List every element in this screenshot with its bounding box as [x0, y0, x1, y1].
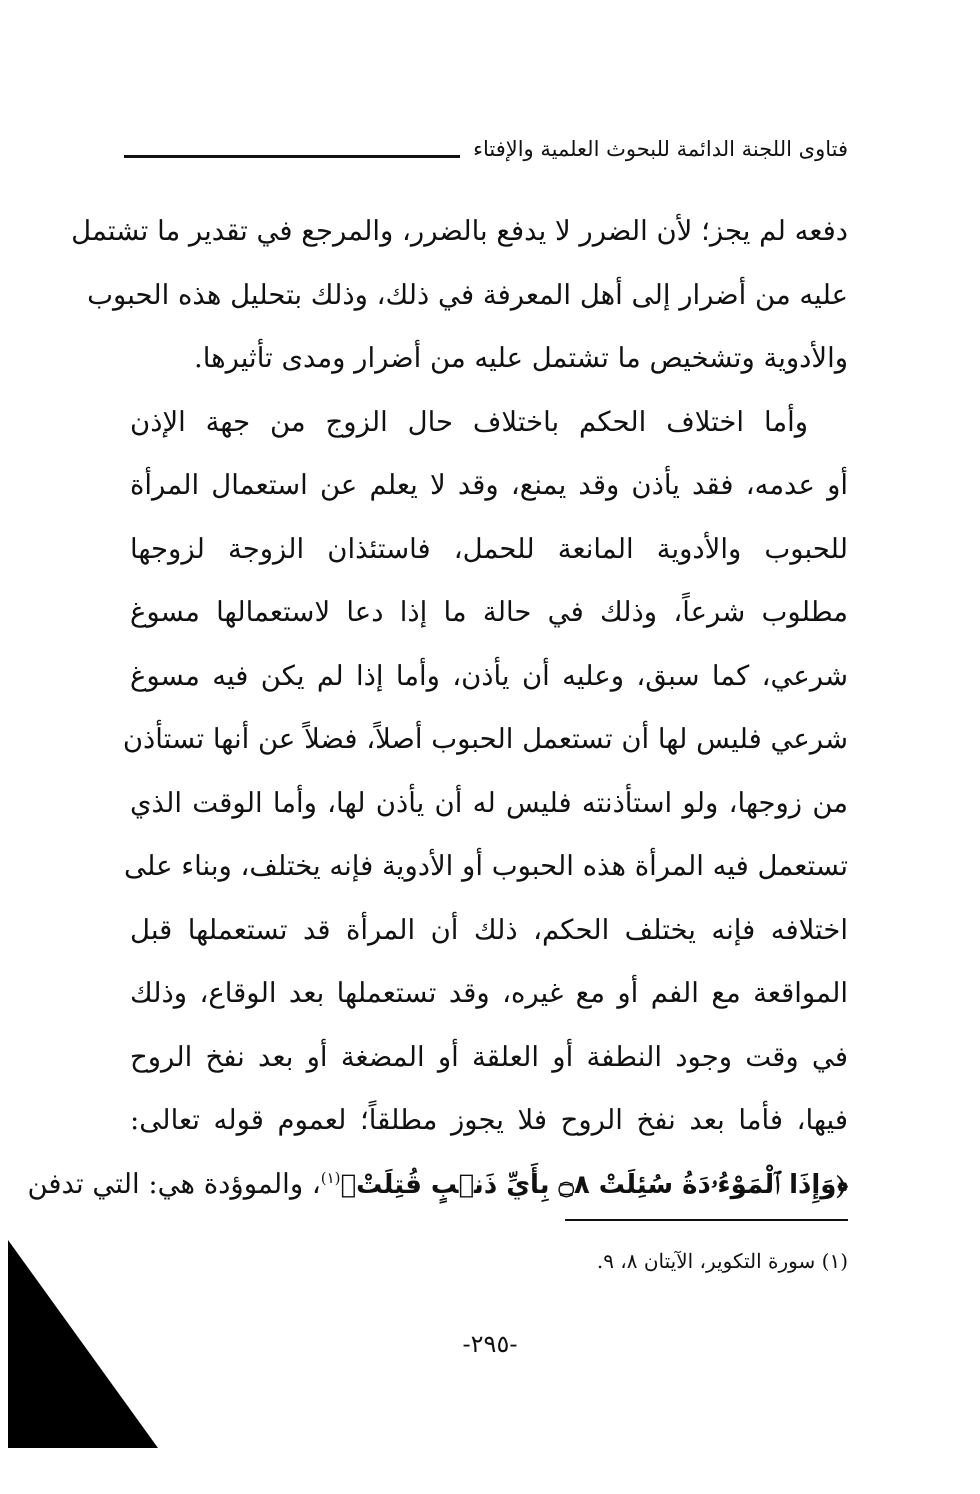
verse-continuation: ، والموؤدة هي: التي تدفن [27, 1167, 321, 1200]
text-line: للحبوب والأدوية المانعة للحمل، فاستئذان الزوجة لزوجها [130, 532, 848, 565]
text-line: من زوجها، ولو استأذنته فليس له أن يأذن لها، وأما الوقت الذي [130, 786, 848, 819]
text-line: شرعي، كما سبق، وعليه أن يأذن، وأما إذا لم يكن فيه مسوغ [130, 659, 848, 692]
running-header [124, 132, 848, 166]
header-title: فتاوى اللجنة الدائمة للبحوث العلمية والإفتاء [473, 137, 848, 161]
text-line: وأما اختلاف الحكم باختلاف حال الزوج من جهة الإذن [130, 405, 808, 438]
page-number: -٢٩٥- [462, 1330, 518, 1358]
text-line: شرعي فليس لها أن تستعمل الحبوب أصلاً، فضلاً عن أنها تستأذن [122, 723, 848, 755]
footnote-rule [565, 1219, 848, 1221]
text-line: عليه من أضرار إلى أهل المعرفة في ذلك، وذلك بتحليل هذه الحبوب [87, 278, 848, 311]
black-triangle-shape [0, 1240, 160, 1450]
text-line: المواقعة مع الفم أو مع غيره، وقد تستعملها بعد الوقاع، وذلك [130, 977, 848, 1009]
text-line: تستعمل فيه المرأة هذه الحبوب أو الأدوية فإنه يختلف، وبناء على [124, 850, 848, 882]
header-rule [124, 155, 460, 158]
footnote-marker: (١) [320, 1168, 341, 1187]
text-line: أو عدمه، فقد يأذن وقد يمنع، وقد لا يعلم عن استعمال المرأة [130, 469, 848, 501]
text-line: دفعه لم يجز؛ لأن الضرر لا يدفع بالضرر، والمرجع في تقدير ما تشتمل [71, 215, 848, 247]
quran-verse: ﴿وَإِذَا ٱلْمَوْءُۥدَةُ سُئِلَتْ ۝٨ بِأَيِّ ذَنۢبٍ قُتِلَتْ﴾ [340, 1169, 848, 1200]
verse-line [27, 1153, 848, 1217]
text-line: والأدوية وتشخيص ما تشتمل عليه من أضرار ومدى تأثيرها. [193, 342, 848, 374]
body-text [27, 200, 848, 1216]
text-line: اختلافه فإنه يختلف الحكم، ذلك أن المرأة قد تستعملها قبل [130, 913, 848, 946]
text-line: فيها، فأما بعد نفخ الروح فلا يجوز مطلقاً؛ لعموم قوله تعالى: [130, 1104, 848, 1136]
text-line: مطلوب شرعاً، وذلك في حالة ما إذا دعا لاستعمالها مسوغ [130, 596, 848, 628]
text-line: في وقت وجود النطفة أو العلقة أو المضغة أو بعد نفخ الروح [130, 1040, 848, 1073]
footnote: (١) سورة التكوير، الآيتان ٨، ٩. [596, 1249, 848, 1273]
